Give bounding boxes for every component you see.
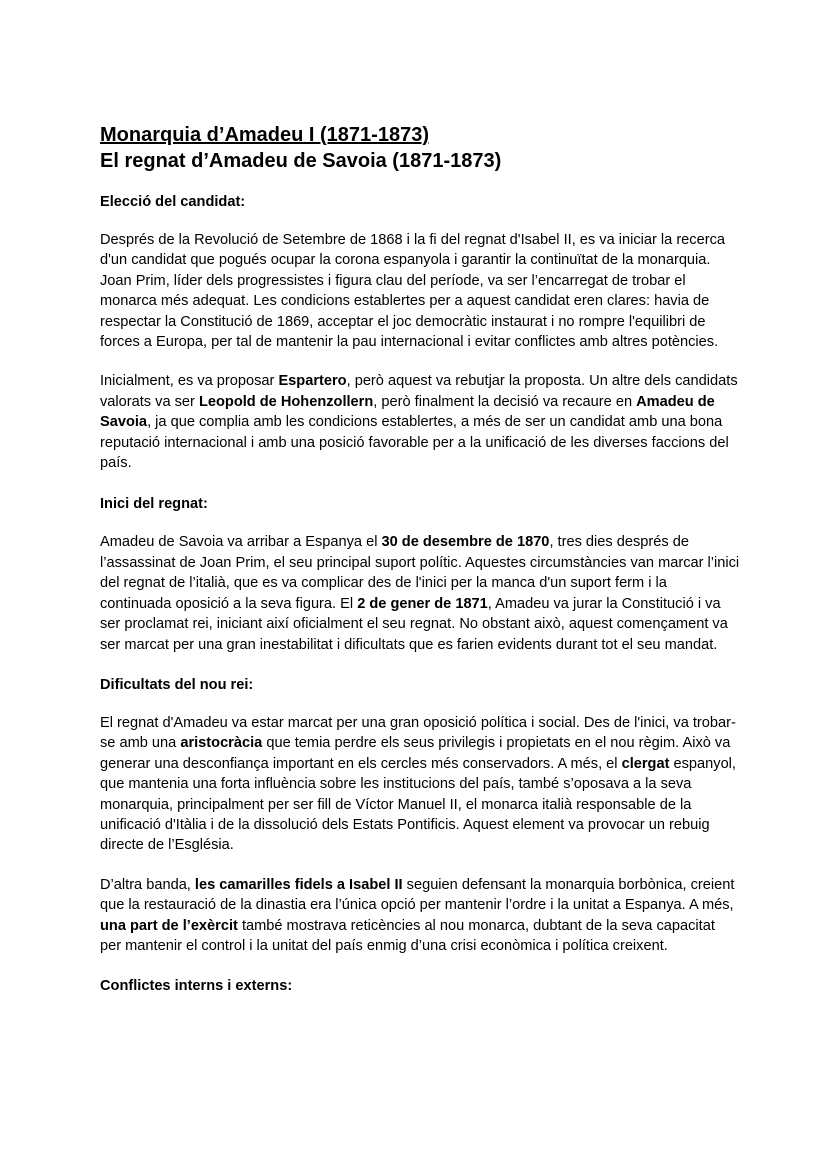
section-heading: Inici del regnat: [100,496,208,513]
section-heading: Dificultats del nou rei: [100,676,254,693]
text-run: D’altra banda, [100,876,195,893]
document-page [100,123,740,996]
paragraph [100,371,740,473]
paragraph [100,532,740,654]
text-run: , però aquest va rebutjar la proposta. Un altre dels candidats valorats va ser [100,373,738,410]
text-run: que temia perdre els seus privilegis i propietats en el nou règim. Això va generar una desconfiança important en els cercles més conservadors. A més, el [100,735,731,772]
bold-text: Amadeu de Savoia [100,393,715,431]
bold-text: 30 de desembre de 1870 [381,534,550,551]
text-run: Després de la Revolució de Setembre de 1868 i la fi del regnat d'Isabel II, es va iniciar la recerca d'un candidat que pogués ocupar la corona espanyola i garantir la continuïtat de la monarquia. Joan Prim, líder dels progressistes i figura clau del període, va ser l’encarregat de trobar el monarca més adequat. Les condicions establertes per a aquest candidat eren clares: havia de respectar la Constitució de 1869, acceptar el joc democràtic instaurat i no rompre l'equilibri de forces a Europa, per tal de mantenir la pau internacional i evitar conflictes amb altres potències. [100,232,725,351]
document-title: Monarquia d’Amadeu I (1871-1873) [100,124,429,146]
text-run: espanyol, que mantenia una forta influència sobre les institucions del país, també s’oposava a la seva monarquia, principalment per ser fill de Víctor Manuel II, el monarca italià responsable de la unificació d'Itàlia i de la dissolució dels Estats Pontificis. Aquest element va provocar un rebuig directe de l’Església. [100,755,736,854]
section-heading: Conflictes interns i externs: [100,978,293,995]
text-run: també mostrava reticències al nou monarca, dubtant de la seva capacitat per mantenir el control i la unitat del país enmig d’una crisi econòmica i política creixent. [100,917,715,954]
text-run: , tres dies després de l’assassinat de Joan Prim, el seu principal suport polític. Aquestes circumstàncies van marcar l’inici del regnat de l’italià, que es va complicar des de l'inici per la manca d'un suport ferm i la continuada oposició a la seva figura. El [100,534,740,612]
bold-text: aristocràcia [180,735,263,752]
text-run: , Amadeu va jurar la Constitució i va ser proclamat rei, iniciant així oficialment el seu regnat. No obstant això, aquest començament va ser marcat per una gran inestabilitat i dificultats que es farien evidents durant tot el seu mandat. [100,595,728,653]
paragraph [100,230,740,352]
bold-text: clergat [621,755,670,772]
text-run: , ja que complia amb les condicions establertes, a més de ser un candidat amb una bona reputació internacional i amb una posició favorable per a la unificació de les diverses faccions del país. [100,414,729,472]
text-run: Inicialment, es va proposar [100,373,279,390]
text-run: seguien defensant la monarquia borbònica, creient que la restauració de la dinastia era l’única opció per mantenir l’ordre i la unitat a Espanya. A més, [100,876,735,914]
document-subtitle: El regnat d’Amadeu de Savoia (1871-1873) [100,150,502,172]
bold-text: Leopold de Hohenzollern [198,393,374,410]
bold-text: 2 de gener de 1871 [357,595,488,612]
section-heading: Elecció del candidat: [100,194,246,210]
text-run: El regnat d'Amadeu va estar marcat per una gran oposició política i social. Des de l'inici, va trobar-se amb una [100,714,736,752]
paragraph [100,713,740,856]
text-run: Amadeu de Savoia va arribar a Espanya el [100,534,382,551]
text-run: , però finalment la decisió va recaure en [373,393,637,410]
bold-text: les camarilles fidels a Isabel II [194,876,403,893]
bold-text: Espartero [278,373,347,390]
paragraph [100,875,740,957]
bold-text: una part de l’exèrcit [100,917,238,934]
